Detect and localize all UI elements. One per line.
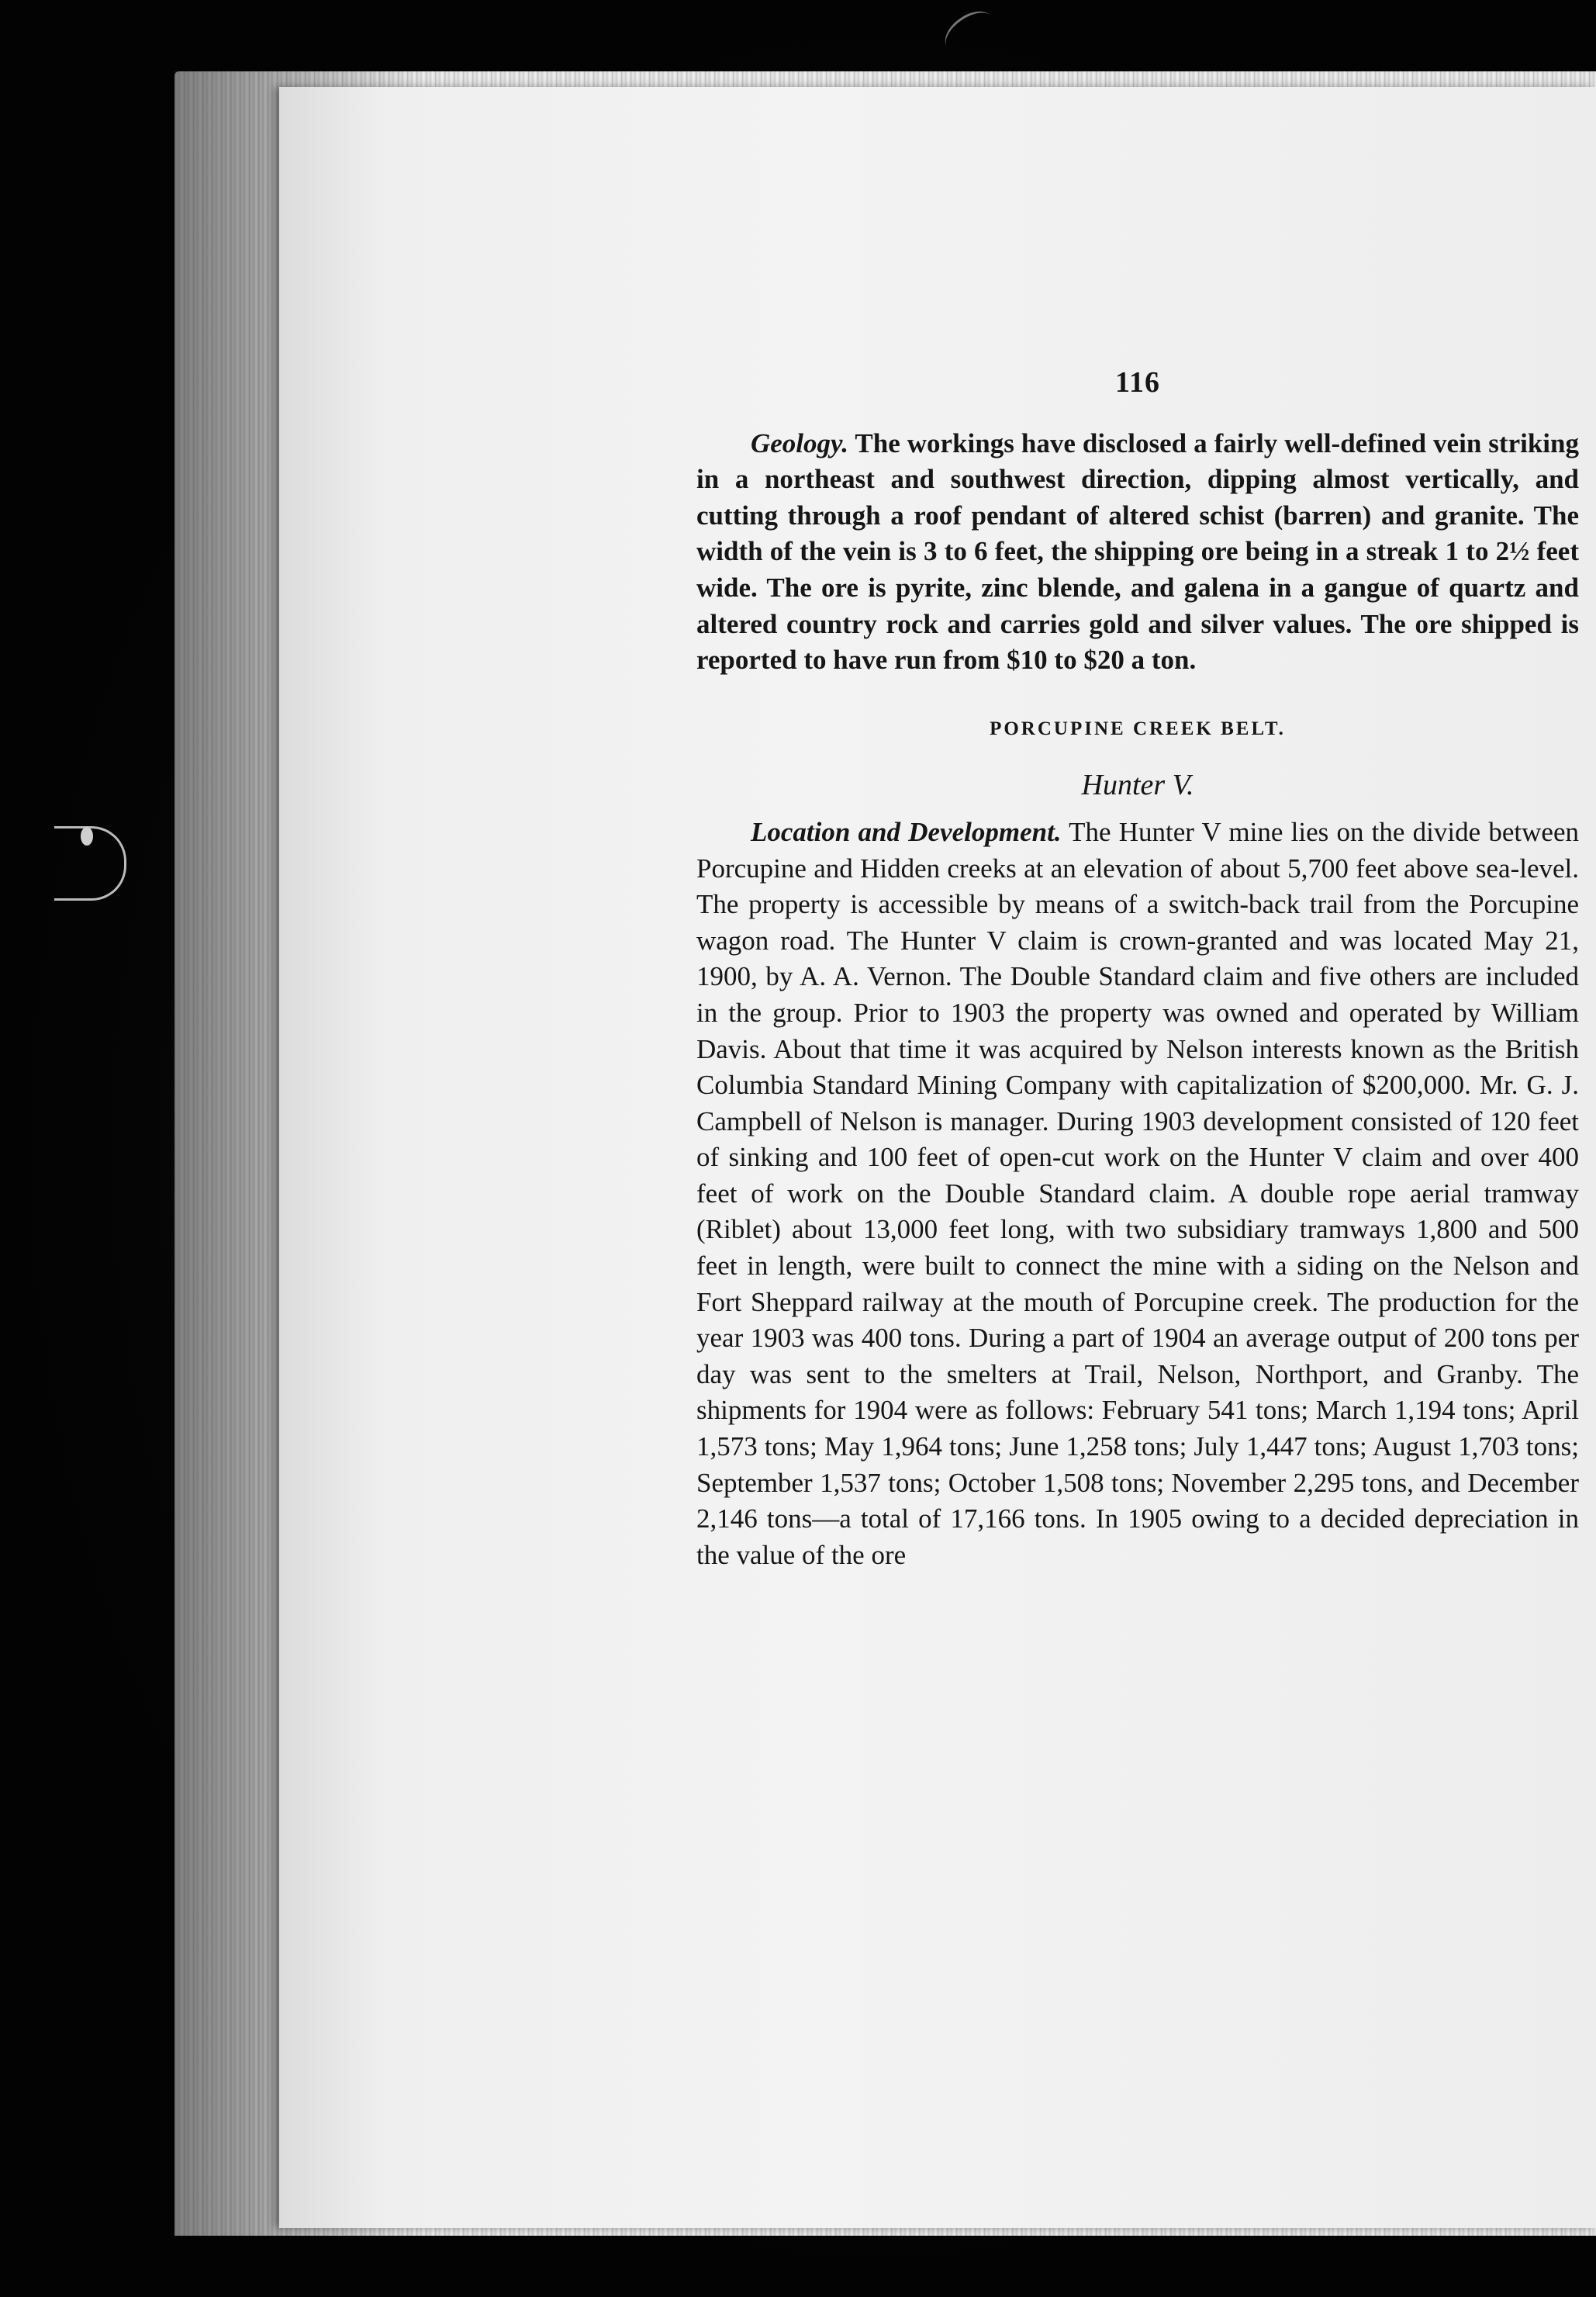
binding-dot-mark: [81, 827, 93, 846]
page-text-block: [696, 365, 1579, 1573]
page-number: 116: [1115, 366, 1160, 399]
geology-text: The workings have disclosed a fairly well-defined vein striking in a northeast and southwest direction, dipping almost vertically, and cutting through a roof pendant of altered schist (barren) and granite. The width of the vein is 3 to 6 feet, the shipping ore being in a streak 1 to 2½ feet wide. The ore is pyrite, zinc blende, and galena in a gangue of quartz and altered country rock and carries gold and silver values. The ore shipped is reported to have run from $10 to $20 a ton.: [696, 427, 1579, 676]
geology-paragraph: [696, 426, 1579, 679]
section-heading: PORCUPINE CREEK BELT.: [990, 718, 1286, 739]
geology-lead: Geology.: [751, 427, 849, 458]
location-paragraph: [696, 815, 1579, 1573]
location-lead: Location and Development.: [751, 816, 1062, 847]
location-text: The Hunter V mine lies on the divide between Porcupine and Hidden creeks at an elevation of about 5,700 feet above sea-level. The property is accessible by means of a switch-back trail from the Porcupine wagon road. The Hunter V claim is crown-granted and was located May 21, 1900, by A. A. Vernon. The Double Standard claim and five others are included in the group. Prior to 1903 the property was owned and operated by William Davis. About that time it was acquired by Nelson interests known as the British Columbia Standard Mining Company with capitalization of $200,000. Mr. G. J. Campbell of Nelson is manager. During 1903 development consisted of 120 feet of sinking and 100 feet of open-cut work on the Hunter V claim and over 400 feet of work on the Double Standard claim. A double rope aerial tramway (Riblet) about 13,000 feet long, with two subsidiary tramways 1,800 and 500 feet in length, were built to connect the mine with a siding on the Nelson and Fort Sheppard railway at the mouth of Porcupine creek. The production for the year 1903 was 400 tons. During a part of 1904 an average output of 200 tons per day was sent to the smelters at Trail, Nelson, Northport, and Granby. The shipments for 1904 were as follows: February 541 tons; March 1,194 tons; April 1,573 tons; May 1,964 tons; June 1,258 tons; July 1,447 tons; August 1,703 tons; September 1,537 tons; October 1,508 tons; November 2,295 tons, and December 2,146 tons—a total of 17,166 tons. In 1905 owing to a decided depreciation in the value of the ore: [696, 816, 1579, 1570]
sub-heading: Hunter V.: [1081, 769, 1194, 802]
